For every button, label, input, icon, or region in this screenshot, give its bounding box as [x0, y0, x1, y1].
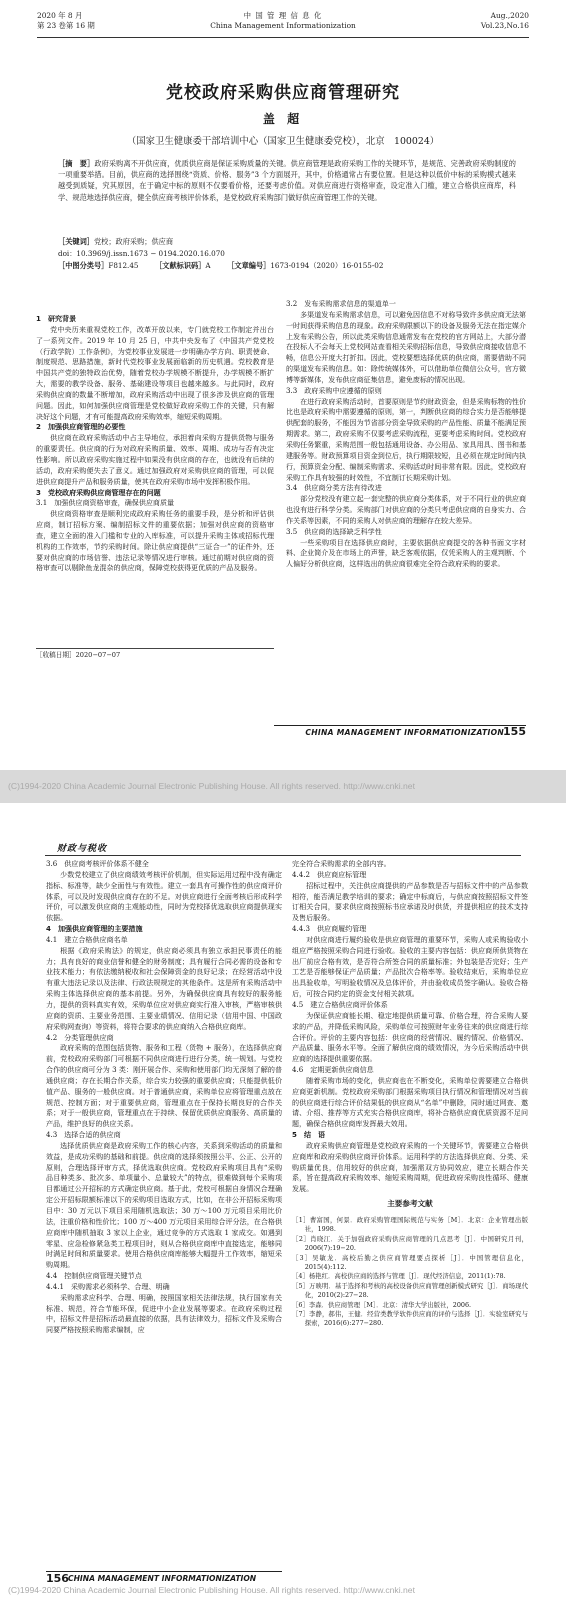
- references-list: [292, 1216, 528, 1329]
- header-vol-en: Vol.23,No.16: [480, 21, 529, 30]
- article-number-label: ［文章编号］: [227, 261, 271, 270]
- paragraph: 选择优质供应商是政府采购工作的核心内容，关系到采购活动的质量和效益，是成功采购的基础和前提。供应商的选择须按照公平、公正、公开的原则，合理选择评审方式，择优选取供应商。党校政府采购项目具有“采购品目种类多、批次多、单项量小、总量较大”的特点，很难做到每个采购项目都通过公开招标的方式确定供应商。基于此，党校可根据自身情况合理确定公开招标限额标准以下的采购项目选取方式，比如，在非公开招标采购项目中：30 万元以下项目采用随机选取法；30 万～100 万元项目采用比价法，注重价格和性价比；100 万～400 万元项目采用综合评分法，在合格供应商库中随机抽取 3 家以上企业，通过竞争的方式选取 1 家成交。如遇到零星、应急检修紧急类工程项目时，则从合格供应商库中直接选定，能够同时满足时间和质量要求。使用合格供应商库能够大幅提升工作效率，缩短采购周期。: [46, 1140, 282, 1270]
- article-title: 党校政府采购供应商管理研究: [166, 83, 400, 103]
- header-rule: [37, 37, 529, 38]
- section-heading: 3.1 加强供应商资格审查，确保供应商质量: [36, 498, 175, 508]
- reference-item: ［4］杨艳红．高校供应商的选择与管理［J］．现代经济信息，2011(1):78.: [292, 1272, 506, 1281]
- reference-item: ［7］李静，郝伟，王健．经营类教学软件供应商的评价与选择［J］．实验室研究与探索，2016(6):277−280.: [292, 1310, 528, 1328]
- section-heading: 5 结 语: [292, 1130, 326, 1140]
- reference-item: ［6］李森．供应商管理［M］．北京：清华大学出版社，2006.: [292, 1300, 472, 1309]
- copyright-line-1: (C)1994-2020 China Academic Journal Electronic Publishing House. All rights reserved. http://www.cnki.net: [8, 781, 415, 791]
- paragraph: 政府采购的范围包括货物、服务和工程（货物 + 服务），在选择供应商前，党校政府采购部门可根据不同供应商进行进行分类，统一规划。与党校合作的供应商可分为 3 类：刚开展合作、采购和使用部门均无深刻了解的普通供应商；存在长期合作关系，综合实力较强的重要供应商；只能提供低价值产品、服务的一般供应商。对于普通供应商，采购单位应将管理重点放在规范、控制方面；对于重要供应商，管理重点在于保持长期良好的合作关系；对于一般供应商，管理重点在于持续、保留优质供应商服务、高质量的产品，维护良好的供应关系。: [46, 1043, 282, 1129]
- page2-right-column: [292, 859, 528, 1329]
- page1-footer: [274, 725, 526, 739]
- section-heading: 3.6 供应商考核评价体系不健全: [46, 859, 149, 868]
- abstract: [58, 158, 516, 203]
- clc-value: F812.45: [108, 261, 139, 270]
- article-number-value: 1673-0194（2020）16-0155-02: [270, 261, 384, 270]
- page1-left-column: [36, 314, 274, 574]
- received-value: 2020−07−07: [75, 651, 121, 659]
- section-header: 财政与税收: [57, 844, 108, 854]
- paragraph: 为保证供应商能长期、稳定地提供质量可靠、价格合理，符合采购人要求的产品，并降低采购风险，采购单位可按照财年业务往来的供应商进行综合评价。评价的主要内容包括：供应商的经营情况、履约情况、价格情况、产品质量、服务水平等。全面了解供应商的绩效情况，为今后采购活动中供应商的选择提供重要依据。: [292, 1010, 528, 1064]
- section-heading: 3 党校政府采购供应商管理存在的问题: [36, 487, 161, 497]
- abstract-text: 政府采购离不开供应商，优质供应商是保证采购质量的关键。供应商管理是政府采购工作的关键环节，是规范、完善政府采购制度的一项重要举措。目前，供应商的选择围绕“资质、价格、服务”3 个方面展开，其中，价格通常占有要位置。但是这种以低价中标的采购模式越来越受到质疑，究其原因，在于确定中标的原则不仅要看价格，还要考虑价值。对供应商进行资格审查，设定准入门槛，建立合格供应商库，科学、规范地选择供应商，健全供应商考核评价体系，是党校政府采购部门做好供应商管理工作的关键。: [58, 159, 516, 202]
- keywords-text: 党校；政府采购；供应商: [93, 237, 174, 246]
- paragraph: 多渠道发布采购需求信息，可以避免因信息不对称导致许多供应商无法第一时间获得采购信息的现象。政府采购限额以下的设备及服务无法在指定媒介上发布采购公告，所以此类采购信息通常发布在党校的官方网站上，大部分潜在投标人不会每天上党校网站查看相关采购招标信息，导致供应商接收信息不畅，信息公开度大打折扣。因此，党校要想选择优质的供应商，需要借助不同的渠道发布采购信息。如：除传统媒体外，可以借助单位微信公众号，官方微博等新媒体，发布供应商征集信息，避免废标的情况出现。: [286, 309, 526, 384]
- section-heading: 4.6 定期更新供应商信息: [292, 1065, 374, 1075]
- page-155: [0, 0, 566, 770]
- copyright-line-2: (C)1994-2020 China Academic Journal Electronic Publishing House. All rights reserved. http://www.cnki.net: [8, 1585, 415, 1595]
- section-heading: 4.2 分类管理供应商: [46, 1032, 114, 1042]
- classification-line: [58, 260, 516, 271]
- section-heading: 4.3 选择合适的供应商: [46, 1130, 121, 1140]
- clc-label: ［中图分类号］: [58, 261, 109, 270]
- page-number-155: 155: [503, 725, 526, 738]
- section-heading: 4.4.2 供应商应标管理: [292, 869, 367, 879]
- paragraph: 供应商在政府采购活动中占主导地位，承担着向采购方提供货物与服务的重要责任。供应商的行为对政府采购质量、效率、周期、成功与否有决定性影响。所以政府采购实施过程中如果没有供应商的存在，也就没有后续的活动，政府采购便失去了意义。通过加强政府对采购供应商的管理，可以促进供应商提升产品和服务质量，使其在政府采购市场中发挥积极作用。: [36, 433, 274, 486]
- doc-code-value: A: [205, 261, 211, 270]
- page1-right-column: [286, 299, 526, 570]
- abstract-label: ［摘 要］: [58, 159, 95, 168]
- reference-item: ［2］肖晓江．关于加强政府采购供应商管理的几点思考［J］．中国研究月刊，2006(7):19−20.: [292, 1234, 528, 1253]
- keywords: [58, 236, 516, 247]
- paragraph: 对供应商进行履约验收是供应商管理的重要环节，采购人或采购验收小组应严格按照采购合同进行验收。验收的主要内容包括：供应商所供货物在出厂前应合格有效，是否符合所签合同的质量标准；外包装是否完好；生产工艺是否能够保证产品质量；产品批次合格率等。验收结束后，采购单位应出具验收单，写明验收情况及总体评价，并由验收成员签字确认。验收合格后，可按合同约定的资金支付相关款项。: [292, 934, 528, 999]
- reference-item: ［5］万映明．基于选择和考核的高校设备供应商管理创新模式研究［J］．商场现代化，2010(2):27−28.: [292, 1281, 528, 1300]
- paragraph: 一些采购项目在选择供应商时，主要依据供应商提交的各种书面文字材料、企业简介及在市场上的声誉，缺乏客观依据，仅凭采购人的主观判断、个人偏好分析供应商，这样选出的供应商很难完全符合政府采购的要求。: [286, 537, 526, 569]
- footer-journal-en-2: CHINA MANAGEMENT INFORMATIONIZATION: [68, 1574, 257, 1583]
- author-name: 盖 超: [262, 112, 304, 126]
- section-heading: 4.5 建立合格供应商评价体系: [292, 999, 388, 1009]
- author-affiliation: （国家卫生健康委干部培训中心（国家卫生健康委党校），北京 100024）: [126, 136, 440, 147]
- section-heading: 4.1 建立合格供应商名单: [46, 934, 128, 944]
- section-heading: 3.3 政府采购中应遵循的原则: [286, 385, 382, 395]
- paragraph: 党中央历来重视党校工作，改革开放以来，专门就党校工作制定并出台了一系列文件。2019 年 10 月 25 日，中共中央发布了《中国共产党党校（行政学院）工作条例》，为党校事业发展进一步明确办学方向、职责使命、制度规范、思路措施，新时代党校事业发展面临新的历史机遇。党校教育是中国共产党的独特政治优势，随着党校办学规模不断提升，办学规模不断扩大，需要的教学设备、服务、基础建设等项目也越来越多。与此同时，政府采购供应商的数量不断增加，政府采购活动中出现了很多涉及供应商的管理问题。因此，如何加强供应商管理是党校做好政府采购工作的关键，只有解决好这个问题，才有可能提高政府采购效率，缩短采购周期。: [36, 324, 274, 421]
- page2-left-column: [46, 859, 282, 1336]
- reference-item: ［1］曹富国，何景．政府采购管理国际规范与实务［M］．北京：企业管理出版社，1998.: [292, 1216, 528, 1234]
- doc-code-label: ［文献标识码］: [155, 261, 206, 270]
- header-journal-cn: 中 国 管 理 信 息 化: [243, 11, 323, 20]
- section-heading: 4.4.3 供应商履约管理: [292, 924, 367, 934]
- received-label: ［收稿日期］: [36, 651, 76, 659]
- section-heading: 2 加强供应商管理的必要性: [36, 422, 126, 432]
- paragraph: 政府采购供应商管理是党校政府采购的一个关键环节，需要建立合格供应商库和政府采购供应商评价体系。运用科学的方法选择供应商、分类、采购质量优良，信用较好的供应商，加强需双方协同效应，建立长期合作关系，旨在提高政府采购效率、缩短采购周期，促进政府采购良性循环、健康发展。: [292, 1140, 528, 1194]
- doi: doi：10.3969/j.issn.1673 − 0194.2020.16.070: [58, 249, 225, 258]
- paragraph: 少数党校建立了供应商绩效考核评价机制，但实际运用过程中没有确定指标、标准等，缺少全面性与有效性。建立一套具有可操作性的供应商评价体系，可以及时发现供应商存在的不足。对供应商进行全面考核后形成科学评价，可以激发供应商的主观能动性，同时为党校择优选取供应商提供现实依据。: [46, 869, 282, 923]
- received-date: [36, 648, 274, 660]
- section-heading: 3.5 供应商的选择缺乏科学性: [286, 526, 382, 536]
- paragraph: 部分党校没有建立起一套完整的供应商分类体系，对于不同行业的供应商也没有进行科学分类。采购部门对供应商的分类只考虑供应商的自身实力、合作关系等因素，不同的采购人对供应商的理解存在较大差异。: [286, 494, 526, 525]
- page-156: [0, 803, 566, 1600]
- reference-item: ［3］吴敏龙．高校后勤之供应商管理要点探析［J］．中国管理信息化，2015(4):112.: [292, 1253, 528, 1272]
- header-issue: 第 23 卷第 16 期: [37, 21, 95, 30]
- section-heading: 1 研究背景: [36, 314, 77, 323]
- paragraph: 在进行政府采购活动时，首要原则是节约财政资金，但是采购标物的性价比也是政府采购中需要遵循的原则，第一，判断供应商的综合实力是否能够提供配套的服务，不能因为节省部分资金导致采购的产品性能、质量不能满足预期需求。第二，政府采购不仅要考虑采购流程，更要考虑采购时间。党校政府采购任务繁重，采购范围一般包括通用设备、办公用品、家具用具、图书和基建服务等。财政预算项目资金到位后，执行期限较短，且必须在规定时间内执行，预算资金分配、编制采购需求、采购活动时间非常有限。因此，党校政府采购工作具有较强的时效性，不宜制订长期采购计划。: [286, 396, 526, 482]
- footer-journal-en: CHINA MANAGEMENT INFORMATIONIZATION: [305, 728, 504, 737]
- header-date-en: Aug.,2020: [490, 11, 529, 20]
- section-heading: 4.4.1 采购需求必须科学、合理、明确: [46, 1281, 170, 1291]
- page-number-156: 156: [46, 1572, 69, 1585]
- paragraph: 根据《政府采购法》的规定，供应商必须具有独立承担民事责任的能力；具有良好的商业信誉和健全的财务制度；具有履行合同必需的设备和专业技术能力；有依法缴纳税收和社会保障资金的良好记录；在经营活动中没有重大违法记录以及法律、行政法规规定的其他条件。这是所有采购活动中采购主体选择供应商的基本前提。另外，为确保供应商具有较好的服务能力，提供的资料真实有效，采购单位应对供应商实行准入审核，严格审核供应商的资质、主要业务范围、主要业绩情况、信用记录（信用中国、中国政府采购网查询）等资料，将符合要求的供应商纳入合格供应商库。: [46, 945, 282, 1031]
- paragraph: 随着采购市场的变化，供应商也在不断变化，采购单位需要建立合格供应商更新机制。党校政府采购部门根据采购项目执行情况和管理情况对当前的供应商进行综合评价结果低的供应商从“名单”中删除，同时通过网查、邀请、介绍、推荐等方式充实合格供应商库，将补合格供应商优质资源不足问题，确保合格供应商库发挥最大效用。: [292, 1075, 528, 1129]
- section-rule: [45, 855, 521, 856]
- section-heading: 3.2 发布采购需求信息的渠道单一: [286, 299, 396, 308]
- paragraph: 招标过程中，关注供应商提供的产品参数是否与招标文件中的产品参数相符，能否满足教学培训的要求；确定中标商后，与供应商按照招标文件签订相关合同，要求供应商按照标书应承诺及时供货，并提供相应的技术支持及售后服务。: [292, 880, 528, 923]
- header-date: 2020 年 8 月: [37, 11, 83, 20]
- paragraph: 供应商资格审查是顺利完成政府采购任务的重要手段，是分析和评估供应商，制订招标方案、编制招标文件的重要依据；加强对供应商的资格审查，建立全面的准入门槛和专业的入库标准，可以提升采购主体或招标代理机构的工作效率，节约采购时间。除让供应商提供“三证合一”的证件外，还要对供应商的市场信誉、违法记录等情况进行审核。通过前期对供应商的资格审查可以剔除鱼龙混杂的供应商，保障党校获得更优质的产品及服务。: [36, 509, 274, 573]
- header-journal-en: China Management Informationization: [210, 21, 356, 30]
- section-heading: 3.4 供应商分类方法有待改进: [286, 483, 382, 493]
- section-heading: 4.4 控制供应商管理关键节点: [46, 1271, 142, 1281]
- paragraph: 采购需求应科学、合理、明确，按照国家相关法律法规，执行国家有关标准、规范，符合节能环保，促进中小企业发展等要求。在政府采购过程中，招标文件是招标活动最直接的依据，具有法律效力，招标文件及采购合同要严格按照采购需求编制，应: [46, 1292, 282, 1335]
- references-title: 主要参考文献: [387, 1199, 433, 1209]
- keywords-label: ［关键词］: [58, 237, 94, 246]
- paragraph: 完全符合采购需求的全部内容。: [292, 859, 391, 868]
- section-heading: 4 加强供应商管理的主要措施: [46, 924, 143, 934]
